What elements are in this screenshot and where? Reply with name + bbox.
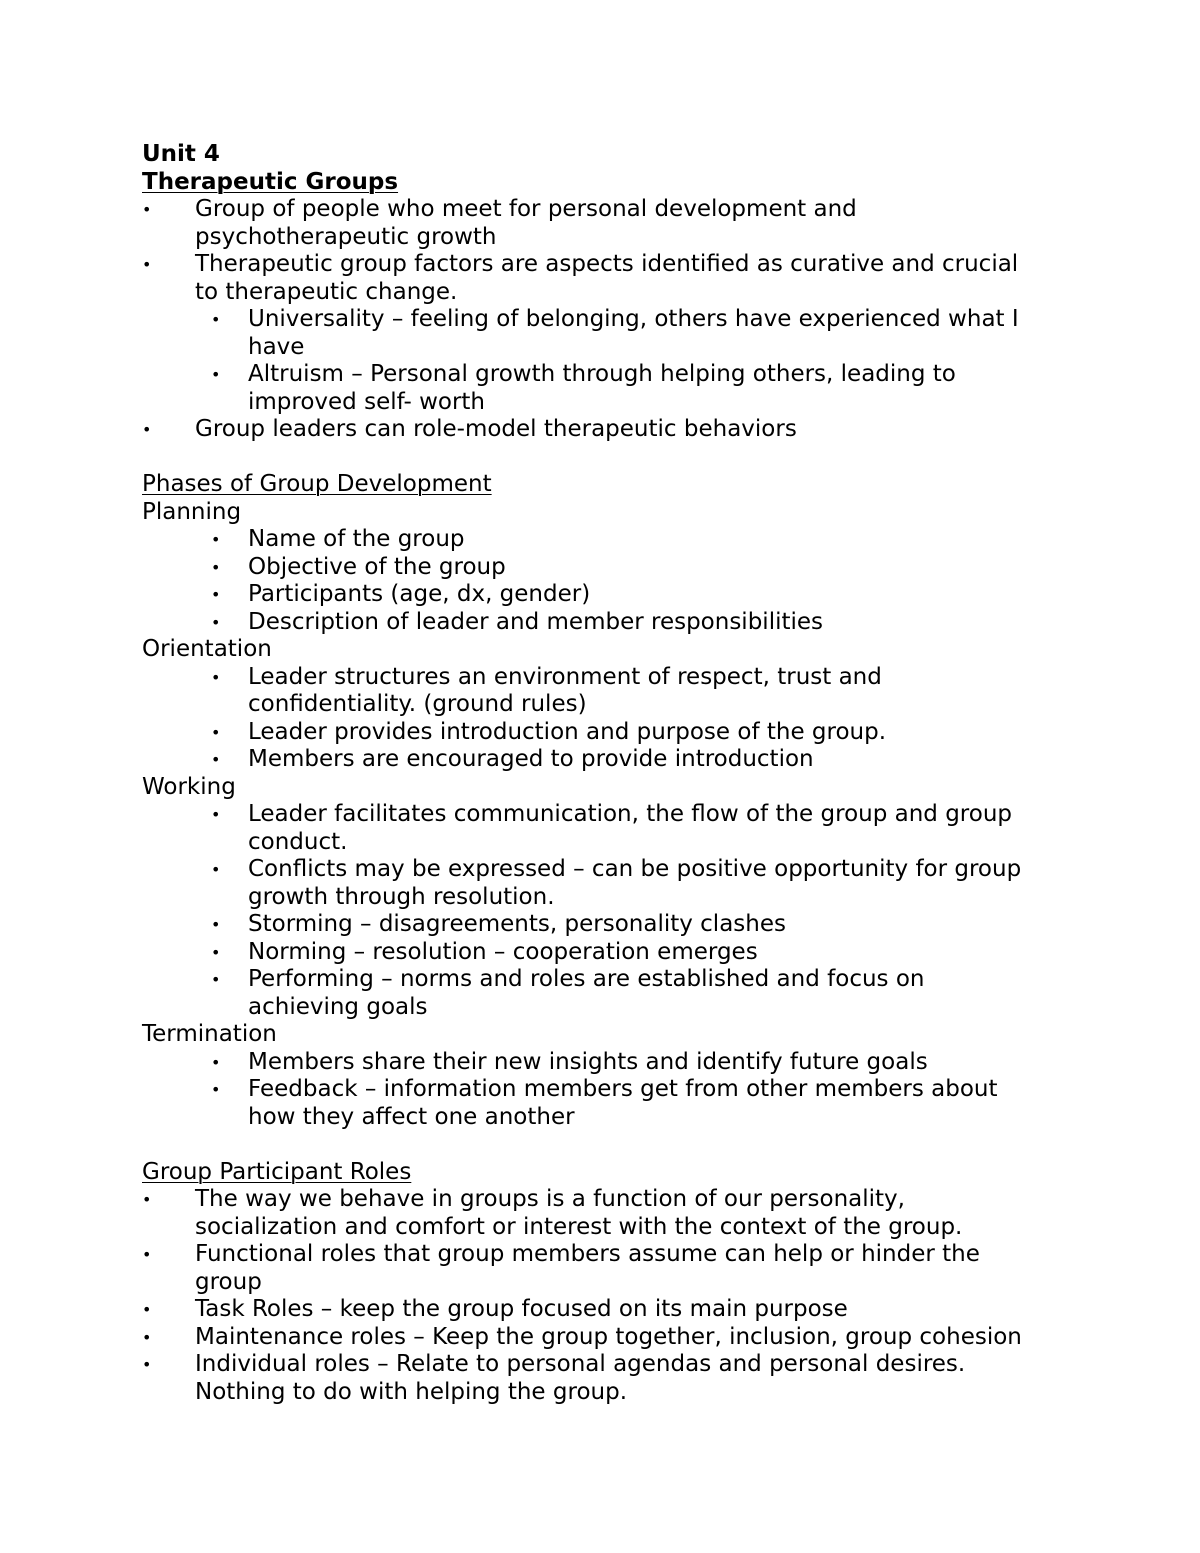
- list-item-text: Task Roles – keep the group focused on its main purpose: [195, 1296, 848, 1322]
- sub-list-item: [142, 609, 1062, 637]
- list-item-text: Leader facilitates communication, the flow of the group and group: [248, 801, 1013, 827]
- list-item-text: group: [195, 1268, 262, 1295]
- sub-list-item: [142, 911, 1062, 939]
- bullet-icon: •: [142, 1245, 152, 1264]
- sub-list-item: [142, 1049, 1062, 1077]
- bullet-icon: •: [211, 310, 221, 329]
- bullet-icon: •: [211, 612, 221, 632]
- bullet-icon: •: [211, 530, 221, 549]
- list-item-text: Functional roles that group members assume can help or hinder the: [195, 1241, 980, 1267]
- sub-list-item: [142, 361, 1062, 416]
- list-item-text: Nothing to do with helping the group.: [195, 1378, 628, 1405]
- list-item-text: have: [248, 333, 305, 360]
- list-item-text: conduct.: [248, 828, 348, 855]
- list-item-text: Maintenance roles – Keep the group together, inclusion, group cohesion: [195, 1323, 1022, 1350]
- bullet-icon: •: [211, 1080, 221, 1099]
- section-title-therapeutic-groups: Therapeutic Groups: [142, 168, 399, 195]
- bullet-icon: •: [211, 970, 221, 989]
- bullet-icon: •: [211, 805, 221, 824]
- list-item-text: Altruism – Personal growth through helping others, leading to: [248, 361, 956, 387]
- bullet-icon: •: [142, 1300, 152, 1319]
- sub-list-item: [142, 801, 1062, 856]
- list-item-text: psychotherapeutic growth: [195, 223, 497, 250]
- sub-list-item: [142, 856, 1062, 911]
- bullet-icon: •: [211, 365, 221, 384]
- list-item: [142, 1324, 1062, 1352]
- bullet-icon: •: [142, 255, 152, 274]
- list-item-text: how they affect one another: [248, 1103, 575, 1130]
- sub-list-item: [142, 939, 1062, 967]
- list-item-text: Members are encouraged to provide introduction: [248, 746, 814, 772]
- list-item-text: Individual roles – Relate to personal agendas and personal desires.: [195, 1351, 966, 1377]
- sub-list-item: [142, 581, 1062, 609]
- document-page: [142, 141, 1062, 1406]
- phase-label-planning: Planning: [142, 498, 242, 525]
- phase-label-termination: Termination: [142, 1021, 277, 1047]
- sub-list-item: [142, 306, 1062, 361]
- sub-list-item: [142, 664, 1062, 719]
- bullet-icon: •: [211, 667, 221, 687]
- bullet-icon: •: [142, 1355, 152, 1374]
- list-item-text: Objective of the group: [248, 553, 506, 580]
- list-item-text: The way we behave in groups is a function of our personality,: [195, 1186, 905, 1212]
- list-item: [142, 251, 1062, 306]
- bullet-icon: •: [211, 1052, 221, 1072]
- list-item-text: Storming – disagreements, personality clashes: [248, 911, 786, 937]
- phase-label-orientation: Orientation: [142, 636, 272, 662]
- phase-label-working: Working: [142, 773, 236, 800]
- sub-list-item: [142, 554, 1062, 582]
- list-item-text: Description of leader and member responsibilities: [248, 608, 824, 635]
- list-item: [142, 1186, 1062, 1241]
- bullet-icon: •: [211, 722, 221, 742]
- list-item: [142, 416, 1062, 444]
- list-item-text: Members share their new insights and identify future goals: [248, 1048, 928, 1075]
- list-item: [142, 196, 1062, 251]
- list-item-text: Feedback – information members get from other members about: [248, 1076, 998, 1102]
- list-item-text: improved self- worth: [248, 388, 485, 415]
- list-item: [142, 1296, 1062, 1324]
- sub-list-item: [142, 966, 1062, 1021]
- list-item-text: Group of people who meet for personal development and: [195, 196, 857, 222]
- list-item-text: Norming – resolution – cooperation emerges: [248, 938, 758, 965]
- section-heading-roles: Group Participant Roles: [142, 1158, 412, 1185]
- spacer: [142, 444, 1062, 472]
- bullet-icon: •: [211, 942, 221, 962]
- bullet-icon: •: [211, 860, 221, 879]
- list-item: [142, 1351, 1062, 1406]
- list-item-text: growth through resolution.: [248, 883, 555, 910]
- list-item-text: confidentiality. (ground rules): [248, 691, 587, 717]
- bullet-icon: •: [211, 585, 221, 604]
- list-item-text: Name of the group: [248, 526, 465, 552]
- bullet-icon: •: [142, 200, 152, 219]
- bullet-icon: •: [211, 750, 221, 769]
- sub-list-item: [142, 746, 1062, 774]
- list-item-text: Participants (age, dx, gender): [248, 581, 591, 607]
- list-item-text: Conflicts may be expressed – can be positive opportunity for group: [248, 856, 1022, 882]
- unit-heading: Unit 4: [142, 141, 220, 167]
- bullet-icon: •: [142, 1327, 152, 1347]
- list-item-text: achieving goals: [248, 993, 428, 1020]
- list-item-text: to therapeutic change.: [195, 278, 458, 305]
- sub-list-item: [142, 526, 1062, 554]
- bullet-icon: •: [211, 557, 221, 577]
- bullet-icon: •: [142, 1190, 152, 1209]
- list-item-text: Leader provides introduction and purpose of the group.: [248, 718, 887, 745]
- sub-list-item: [142, 719, 1062, 747]
- spacer: [142, 1131, 1062, 1159]
- sub-list-item: [142, 1076, 1062, 1131]
- list-item: [142, 1241, 1062, 1296]
- bullet-icon: •: [142, 420, 152, 439]
- list-item-text: Leader structures an environment of respect, trust and: [248, 663, 882, 690]
- list-item-text: Universality – feeling of belonging, others have experienced what I: [248, 306, 1019, 332]
- list-item-text: Group leaders can role-model therapeutic behaviors: [195, 416, 797, 442]
- list-item-text: socialization and comfort or interest with the context of the group.: [195, 1213, 963, 1240]
- list-item-text: Therapeutic group factors are aspects identified as curative and crucial: [195, 251, 1019, 277]
- bullet-icon: •: [211, 915, 221, 934]
- list-item-text: Performing – norms and roles are established and focus on: [248, 966, 925, 992]
- section-heading-phases: Phases of Group Development: [142, 471, 492, 497]
